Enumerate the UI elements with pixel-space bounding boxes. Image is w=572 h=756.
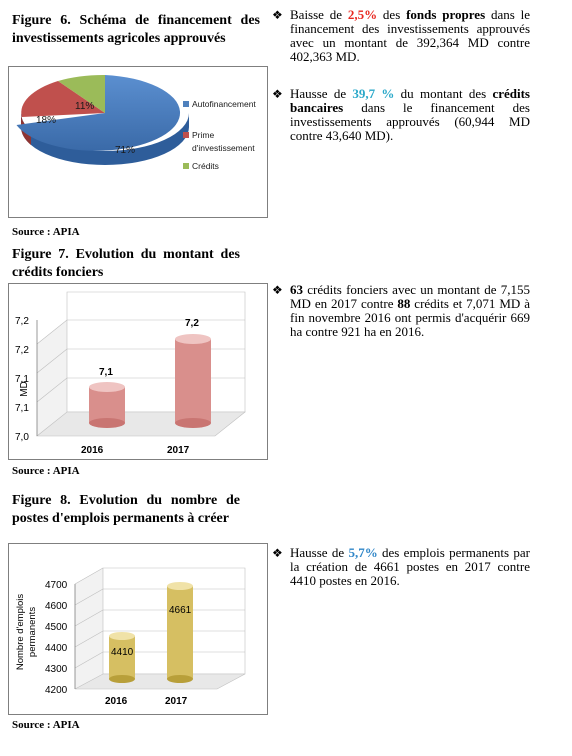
diamond-bullet-icon: ❖: [272, 87, 283, 101]
pie-label-autofinancement: 71%: [115, 145, 136, 156]
diamond-bullet-icon: ❖: [272, 546, 283, 560]
figure-6-source: Source : APIA: [12, 226, 80, 238]
chart8-ylabel-2: permanents: [27, 606, 38, 658]
chart7-ytick-3: 7,1: [15, 403, 29, 414]
legend-label-autofinancement: Autofinancement: [192, 99, 256, 109]
chart8-ytick-4600: 4600: [45, 601, 68, 612]
figure-6-title: Figure 6. Schéma de financement des investissements agricoles approuvés: [12, 13, 260, 46]
pie-label-prime: 18%: [36, 115, 57, 126]
chart8-ytick-4400: 4400: [45, 643, 68, 654]
chart8-ytick-4500: 4500: [45, 622, 68, 633]
pie-chart-svg: [9, 67, 267, 217]
chart7-data-label-2016: 7,1: [99, 367, 113, 378]
chart7-ytick-4: 7,0: [15, 432, 29, 443]
chart8-bar-2017: [167, 582, 193, 683]
bar-chart-7-svg: [9, 284, 267, 459]
legend-label-credits: Crédits: [192, 161, 219, 171]
bullet-text: Hausse de 5,7% des emplois permanents par la création de 4661 postes en 2017 contre 4410 postes en 2016.: [290, 545, 530, 588]
chart7-bar-2016: [89, 382, 125, 428]
figure-7-source: Source : APIA: [12, 465, 80, 477]
figure-8-title: Figure 8. Evolution du nombre de postes d'emplois permanents à créer: [12, 493, 240, 526]
chart7-xtick-2016: 2016: [81, 445, 104, 456]
figure-7-bar-chart: [8, 283, 268, 460]
figure-7-title: Figure 7. Evolution du montant des crédits fonciers: [12, 247, 240, 280]
figure-8-bar-chart: [8, 543, 268, 715]
chart7-ytick-0: 7,2: [15, 316, 29, 327]
bullet-credits-bancaires: [272, 87, 530, 149]
chart8-ytick-4200: 4200: [45, 685, 68, 696]
chart8-xtick-2017: 2017: [165, 696, 188, 707]
chart7-bar-2017: [175, 334, 211, 428]
legend-swatch-credits: [183, 163, 189, 169]
legend-swatch-autofinancement: [183, 101, 189, 107]
bullet-credits-fonciers: [272, 283, 530, 343]
bullet-text: 63 crédits fonciers avec un montant de 7,155 MD en 2017 contre 88 crédits et 7,071 MD à fin novembre 2016 ont permis d'acquérir 669 ha contre 921 ha en 2016.: [290, 282, 530, 339]
chart8-data-label-2016: 4410: [111, 647, 134, 658]
legend-label-prime-2: d'investissement: [192, 143, 255, 153]
chart8-floor: [75, 674, 245, 689]
chart7-data-label-2017: 7,2: [185, 318, 199, 329]
chart8-ylabel-1: Nombre d'emplois: [15, 593, 26, 671]
bullet-emplois-permanents: [272, 546, 530, 592]
bar-chart-8-svg: [9, 544, 267, 714]
figure-8-source: Source : APIA: [12, 719, 80, 731]
diamond-bullet-icon: ❖: [272, 8, 283, 22]
bullet-fonds-propres: [272, 8, 530, 68]
chart7-xtick-2017: 2017: [167, 445, 190, 456]
chart7-ytick-2: 7,1: [15, 374, 29, 385]
chart8-ytick-4700: 4700: [45, 580, 68, 591]
chart8-back-wall: [75, 568, 103, 689]
legend-label-prime-1: Prime: [192, 130, 215, 140]
chart7-ylabel: MD: [19, 381, 30, 397]
pie-label-credits: 11%: [75, 101, 95, 112]
figure-6-pie-chart: [8, 66, 268, 218]
legend-swatch-prime: [183, 132, 189, 138]
bullet-text: Baisse de 2,5% des fonds propres dans le financement des investissements approuvés avec un montant de 392,364 MD contre 402,363 MD.: [290, 7, 530, 64]
bullet-text: Hausse de 39,7 % du montant des crédits bancaires dans le financement des investissements approuvés (60,944 MD contre 43,640 MD).: [290, 86, 530, 143]
diamond-bullet-icon: ❖: [272, 283, 283, 297]
chart8-ytick-4300: 4300: [45, 664, 68, 675]
chart7-ytick-1: 7,2: [15, 345, 29, 356]
chart8-data-label-2017: 4661: [169, 605, 192, 616]
chart8-xtick-2016: 2016: [105, 696, 128, 707]
chart7-floor: [37, 412, 245, 436]
